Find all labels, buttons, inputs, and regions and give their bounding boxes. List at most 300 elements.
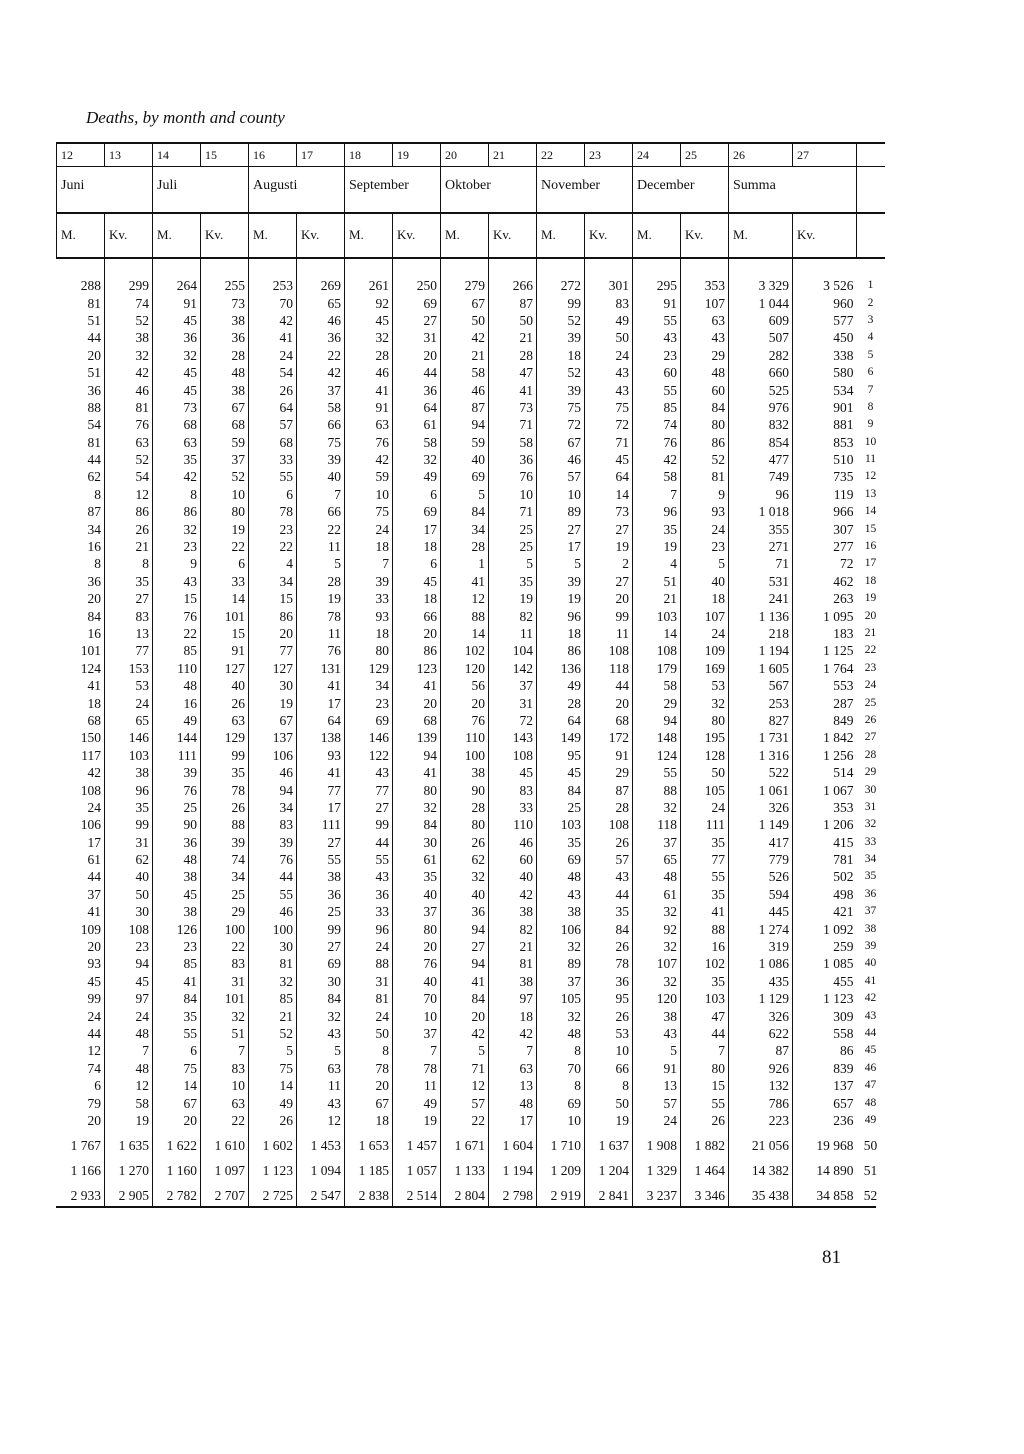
table-row <box>57 312 885 329</box>
table-row <box>57 1183 885 1208</box>
table-cell: 71 <box>489 416 537 433</box>
table-cell: 45 <box>87 973 101 989</box>
table-cell: 7 <box>297 486 345 503</box>
table-cell: 44 <box>87 869 101 885</box>
table-cell: 34 <box>249 573 297 590</box>
table-cell: 71 <box>585 434 633 451</box>
table-row <box>57 1042 885 1059</box>
table-cell: 33 <box>489 799 537 816</box>
table-cell: 86 <box>249 607 297 624</box>
table-cell: 1 767 <box>70 1138 101 1154</box>
table-cell: 27 <box>585 520 633 537</box>
table-cell: 24 <box>633 1112 681 1129</box>
row-number: 1 <box>867 279 874 292</box>
table-cell: 94 <box>441 920 489 937</box>
row-number: 47 <box>864 1079 877 1092</box>
row-number: 40 <box>864 957 877 970</box>
table-cell: 31 <box>489 694 537 711</box>
table-row <box>57 1112 885 1129</box>
table-cell: 78 <box>297 607 345 624</box>
table-row <box>57 451 885 468</box>
table-cell: 63 <box>201 712 249 729</box>
table-cell: 514 <box>793 764 857 781</box>
table-cell: 3 329 <box>729 258 793 294</box>
table-cell: 47 <box>681 1007 729 1024</box>
table-row <box>57 1025 885 1042</box>
table-cell: 27 <box>585 573 633 590</box>
table-cell: 301 <box>585 258 633 294</box>
table-cell: 41 <box>489 381 537 398</box>
table-cell: 58 <box>633 468 681 485</box>
table-cell: 94 <box>441 416 489 433</box>
table-cell: 105 <box>537 990 585 1007</box>
table-cell: 43 <box>633 1025 681 1042</box>
table-cell: 102 <box>681 955 729 972</box>
table-cell: 45 <box>153 364 201 381</box>
table-row <box>57 851 885 868</box>
column-number: 15 <box>201 143 249 167</box>
table-cell: 272 <box>537 258 585 294</box>
table-cell: 39 <box>537 381 585 398</box>
table-cell: 26 <box>201 799 249 816</box>
table-cell: 17 <box>537 538 585 555</box>
row-number-header <box>857 213 885 258</box>
table-cell: 110 <box>489 816 537 833</box>
table-cell: 17 <box>393 520 441 537</box>
table-cell: 78 <box>393 1060 441 1077</box>
table-cell: 74 <box>87 1060 101 1076</box>
table-cell: 8 <box>94 556 101 572</box>
table-cell: 13 <box>105 625 153 642</box>
row-number: 45 <box>864 1044 877 1057</box>
table-cell: 33 <box>249 451 297 468</box>
table-cell: 45 <box>585 451 633 468</box>
column-number: 25 <box>681 143 729 167</box>
table-cell: 14 <box>441 625 489 642</box>
table-cell: 32 <box>633 799 681 816</box>
table-cell: 71 <box>441 1060 489 1077</box>
table-cell: 50 <box>585 329 633 346</box>
row-number: 23 <box>864 661 877 674</box>
table-cell: 966 <box>793 503 857 520</box>
table-cell: 44 <box>585 886 633 903</box>
row-number: 50 <box>863 1138 878 1154</box>
table-cell: 42 <box>633 451 681 468</box>
table-cell: 48 <box>153 851 201 868</box>
table-cell: 96 <box>633 503 681 520</box>
table-cell: 18 <box>537 625 585 642</box>
table-cell: 81 <box>105 399 153 416</box>
table-cell: 80 <box>393 920 441 937</box>
table-cell: 40 <box>441 886 489 903</box>
table-cell: 55 <box>633 764 681 781</box>
table-cell: 3 526 <box>793 258 857 294</box>
sex-header: Kv. <box>105 213 153 258</box>
table-cell: 8 <box>537 1042 585 1059</box>
table-cell: 75 <box>345 503 393 520</box>
table-cell: 64 <box>585 468 633 485</box>
table-cell: 1 316 <box>729 747 793 764</box>
table-row <box>57 834 885 851</box>
table-cell: 2 <box>585 555 633 572</box>
table-cell: 91 <box>633 1060 681 1077</box>
table-cell: 39 <box>297 451 345 468</box>
row-number: 5 <box>867 348 874 361</box>
table-cell: 52 <box>537 312 585 329</box>
table-cell: 5 <box>441 486 489 503</box>
table-row <box>57 1007 885 1024</box>
table-cell: 8 <box>105 555 153 572</box>
table-cell: 81 <box>345 990 393 1007</box>
table-cell: 6 <box>201 555 249 572</box>
table-cell: 43 <box>633 329 681 346</box>
table-cell: 854 <box>729 434 793 451</box>
table-cell: 44 <box>585 677 633 694</box>
table-cell: 1 185 <box>345 1158 393 1183</box>
table-cell: 136 <box>537 660 585 677</box>
table-cell: 80 <box>201 503 249 520</box>
table-cell: 45 <box>345 312 393 329</box>
table-cell: 22 <box>441 1112 489 1129</box>
table-cell: 94 <box>633 712 681 729</box>
row-number: 49 <box>864 1113 877 1126</box>
table-cell: 5 <box>633 1042 681 1059</box>
row-number-header <box>857 143 885 167</box>
table-cell: 137 <box>249 729 297 746</box>
table-cell: 109 <box>681 642 729 659</box>
table-cell: 1 018 <box>729 503 793 520</box>
table-cell: 78 <box>201 781 249 798</box>
table-cell: 48 <box>201 364 249 381</box>
table-cell: 41 <box>681 903 729 920</box>
table-cell: 81 <box>681 468 729 485</box>
table-cell: 73 <box>489 399 537 416</box>
table-cell: 78 <box>345 1060 393 1077</box>
column-number: 16 <box>249 143 297 167</box>
table-cell: 57 <box>585 851 633 868</box>
table-cell: 55 <box>345 851 393 868</box>
table-cell: 58 <box>105 1094 153 1111</box>
table-cell: 92 <box>633 920 681 937</box>
column-number: 12 <box>57 143 105 167</box>
table-cell: 18 <box>489 1007 537 1024</box>
table-cell: 32 <box>297 1007 345 1024</box>
table-cell: 70 <box>393 990 441 1007</box>
table-cell: 415 <box>793 834 857 851</box>
table-row <box>57 677 885 694</box>
table-cell: 43 <box>681 329 729 346</box>
table-cell: 20 <box>87 347 101 363</box>
table-row <box>57 294 885 311</box>
table-cell: 84 <box>441 503 489 520</box>
table-cell: 92 <box>345 294 393 311</box>
table-cell: 47 <box>489 364 537 381</box>
table-cell: 23 <box>633 347 681 364</box>
row-number: 10 <box>864 435 877 448</box>
table-cell: 2 725 <box>249 1183 297 1208</box>
table-cell: 1 731 <box>729 729 793 746</box>
column-number: 17 <box>297 143 345 167</box>
table-cell: 88 <box>441 607 489 624</box>
table-cell: 24 <box>585 347 633 364</box>
table-cell: 81 <box>87 434 101 450</box>
table-cell: 57 <box>633 1094 681 1111</box>
column-number: 23 <box>585 143 633 167</box>
table-cell: 8 <box>153 486 201 503</box>
table-cell: 1 125 <box>793 642 857 659</box>
table-cell: 48 <box>537 868 585 885</box>
table-cell: 36 <box>345 886 393 903</box>
table-cell: 87 <box>87 504 101 520</box>
table-cell: 31 <box>345 973 393 990</box>
table-cell: 51 <box>633 573 681 590</box>
table-cell: 49 <box>537 677 585 694</box>
table-cell: 14 <box>153 1077 201 1094</box>
table-cell: 6 <box>249 486 297 503</box>
table-cell: 76 <box>345 434 393 451</box>
table-cell: 63 <box>105 434 153 451</box>
table-cell: 40 <box>297 468 345 485</box>
table-cell: 56 <box>441 677 489 694</box>
table-cell: 1 908 <box>633 1129 681 1158</box>
table-cell: 14 <box>585 486 633 503</box>
table-cell: 91 <box>201 642 249 659</box>
table-cell: 85 <box>153 955 201 972</box>
table-cell: 111 <box>153 747 201 764</box>
row-number: 25 <box>864 696 877 709</box>
table-cell: 16 <box>87 626 101 641</box>
table-cell: 38 <box>489 903 537 920</box>
table-cell: 52 <box>681 451 729 468</box>
table-cell: 44 <box>393 364 441 381</box>
table-row <box>57 938 885 955</box>
table-cell: 95 <box>585 990 633 1007</box>
table-cell: 20 <box>393 694 441 711</box>
table-cell: 76 <box>393 955 441 972</box>
table-cell: 53 <box>105 677 153 694</box>
table-cell: 30 <box>297 973 345 990</box>
table-cell: 64 <box>297 712 345 729</box>
row-number: 31 <box>864 800 877 813</box>
table-cell: 84 <box>297 990 345 1007</box>
table-cell: 46 <box>249 764 297 781</box>
sex-header: M. <box>57 213 105 258</box>
table-cell: 17 <box>489 1112 537 1129</box>
table-cell: 48 <box>633 868 681 885</box>
table-cell: 1 067 <box>793 781 857 798</box>
table-cell: 61 <box>393 416 441 433</box>
table-cell: 18 <box>393 538 441 555</box>
table-cell: 67 <box>249 712 297 729</box>
table-cell: 832 <box>729 416 793 433</box>
table-cell: 19 <box>297 590 345 607</box>
table-cell: 33 <box>201 573 249 590</box>
table-cell: 66 <box>393 607 441 624</box>
table-cell: 110 <box>153 660 201 677</box>
table-cell: 21 <box>489 329 537 346</box>
table-cell: 76 <box>297 642 345 659</box>
table-cell: 326 <box>729 799 793 816</box>
table-cell: 355 <box>729 520 793 537</box>
table-cell: 85 <box>249 990 297 1007</box>
table-row <box>57 329 885 346</box>
table-cell: 319 <box>729 938 793 955</box>
table-cell: 137 <box>793 1077 857 1094</box>
table-cell: 58 <box>297 399 345 416</box>
bottom-rule <box>56 1206 876 1208</box>
table-cell: 1 166 <box>70 1163 101 1179</box>
table-cell: 20 <box>345 1077 393 1094</box>
table-cell: 15 <box>681 1077 729 1094</box>
table-cell: 2 707 <box>201 1183 249 1208</box>
table-cell: 44 <box>87 452 101 468</box>
table-cell: 35 <box>105 799 153 816</box>
table-cell: 93 <box>87 956 101 972</box>
table-cell: 3 237 <box>633 1183 681 1208</box>
table-cell: 926 <box>729 1060 793 1077</box>
table-cell: 14 <box>201 590 249 607</box>
table-cell: 146 <box>105 729 153 746</box>
table-cell: 26 <box>249 381 297 398</box>
table-cell: 76 <box>153 781 201 798</box>
table-cell: 6 <box>94 1078 101 1094</box>
table-cell: 58 <box>489 434 537 451</box>
table-cell: 87 <box>441 399 489 416</box>
table-cell: 63 <box>297 1060 345 1077</box>
table-cell: 108 <box>633 642 681 659</box>
table-cell: 277 <box>793 538 857 555</box>
table-cell: 38 <box>633 1007 681 1024</box>
table-cell: 85 <box>153 642 201 659</box>
table-cell: 28 <box>201 347 249 364</box>
table-cell: 20 <box>393 347 441 364</box>
table-cell: 63 <box>489 1060 537 1077</box>
table-cell: 94 <box>393 747 441 764</box>
table-cell: 1 610 <box>201 1129 249 1158</box>
table-cell: 20 <box>87 591 101 607</box>
row-number: 35 <box>864 870 877 883</box>
table-cell: 1 204 <box>585 1158 633 1183</box>
table-cell: 261 <box>345 258 393 294</box>
table-cell: 338 <box>793 347 857 364</box>
table-cell: 118 <box>585 660 633 677</box>
table-cell: 299 <box>105 258 153 294</box>
table-cell: 25 <box>153 799 201 816</box>
table-row <box>57 573 885 590</box>
table-cell: 49 <box>249 1094 297 1111</box>
table-cell: 35 <box>393 868 441 885</box>
table-cell: 69 <box>297 955 345 972</box>
table-cell: 54 <box>105 468 153 485</box>
table-cell: 19 <box>201 520 249 537</box>
table-cell: 50 <box>489 312 537 329</box>
table-cell: 45 <box>153 886 201 903</box>
table-cell: 2 838 <box>345 1183 393 1208</box>
row-number: 4 <box>867 331 874 344</box>
table-cell: 37 <box>201 451 249 468</box>
table-row <box>57 1129 885 1158</box>
table-cell: 17 <box>297 694 345 711</box>
table-cell: 36 <box>153 834 201 851</box>
table-cell: 12 <box>441 1077 489 1094</box>
table-cell: 108 <box>105 920 153 937</box>
table-cell: 24 <box>345 938 393 955</box>
table-cell: 43 <box>297 1025 345 1042</box>
table-cell: 153 <box>105 660 153 677</box>
table-cell: 123 <box>393 660 441 677</box>
table-cell: 7 <box>681 1042 729 1059</box>
sex-header: M. <box>537 213 585 258</box>
row-number: 6 <box>867 366 874 379</box>
table-cell: 26 <box>585 1007 633 1024</box>
table-cell: 75 <box>585 399 633 416</box>
row-number: 22 <box>864 644 877 657</box>
table-cell: 74 <box>201 851 249 868</box>
table-cell: 88 <box>201 816 249 833</box>
table-cell: 60 <box>489 851 537 868</box>
table-cell: 522 <box>729 764 793 781</box>
table-cell: 84 <box>441 990 489 1007</box>
table-cell: 27 <box>441 938 489 955</box>
table-cell: 558 <box>793 1025 857 1042</box>
table-cell: 72 <box>585 416 633 433</box>
table-cell: 15 <box>153 590 201 607</box>
table-cell: 253 <box>729 694 793 711</box>
table-cell: 39 <box>537 573 585 590</box>
table-cell: 22 <box>153 625 201 642</box>
table-cell: 1 097 <box>201 1158 249 1183</box>
table-cell: 107 <box>681 294 729 311</box>
table-cell: 2 905 <box>105 1183 153 1208</box>
table-cell: 42 <box>441 1025 489 1042</box>
table-cell: 86 <box>537 642 585 659</box>
table-cell: 87 <box>585 781 633 798</box>
table-cell: 83 <box>489 781 537 798</box>
table-cell: 41 <box>87 904 101 920</box>
table-cell: 77 <box>681 851 729 868</box>
table-cell: 28 <box>585 799 633 816</box>
table-cell: 1 044 <box>729 294 793 311</box>
table-row <box>57 1077 885 1094</box>
row-number: 33 <box>864 835 877 848</box>
table-cell: 827 <box>729 712 793 729</box>
table-cell: 50 <box>345 1025 393 1042</box>
table-cell: 24 <box>681 799 729 816</box>
table-cell: 59 <box>441 434 489 451</box>
table-cell: 146 <box>345 729 393 746</box>
table-cell: 101 <box>201 990 249 1007</box>
table-cell: 526 <box>729 868 793 885</box>
table-cell: 38 <box>441 764 489 781</box>
table-cell: 61 <box>633 886 681 903</box>
table-cell: 622 <box>729 1025 793 1042</box>
table-row <box>57 747 885 764</box>
table-cell: 58 <box>633 677 681 694</box>
table-cell: 17 <box>297 799 345 816</box>
table-cell: 72 <box>489 712 537 729</box>
table-cell: 32 <box>201 1007 249 1024</box>
table-cell: 82 <box>489 920 537 937</box>
table-cell: 37 <box>393 903 441 920</box>
table-cell: 567 <box>729 677 793 694</box>
table-cell: 1 209 <box>537 1158 585 1183</box>
table-cell: 68 <box>87 712 101 728</box>
table-row <box>57 503 885 520</box>
table-cell: 58 <box>441 364 489 381</box>
table-cell: 42 <box>249 312 297 329</box>
table-cell: 110 <box>441 729 489 746</box>
row-number: 13 <box>864 487 877 500</box>
